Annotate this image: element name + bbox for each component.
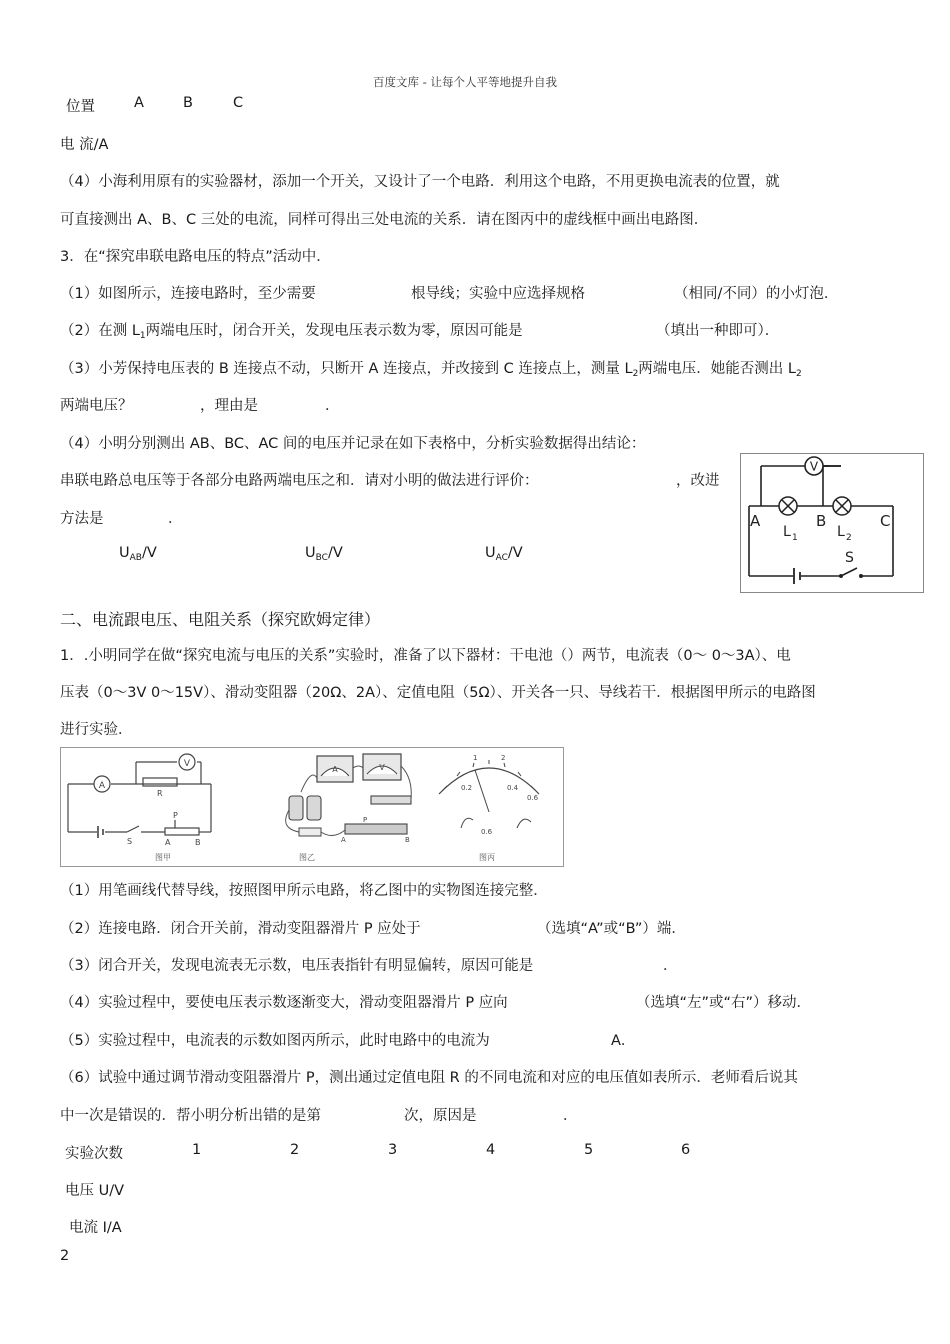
- q3-part2-line: [60, 319, 523, 341]
- s2-sub2-b: （选填“A”或“B”）端．: [537, 921, 686, 937]
- q3-part4: （4）小明分别测出 AB、BC、AC 间的电压并记录在如下表格中，分析实验数据得出结论：: [60, 436, 646, 452]
- q3-part1-b: 根导线；实验中应选择规格: [411, 286, 585, 302]
- trial-3: 3: [388, 1142, 398, 1158]
- s2-sub3-a: （3）闭合开关，发现电流表无示数，电压表指针有明显偏转，原因可能是: [60, 958, 534, 974]
- s2-q1-line1: 1．.小明同学在做“探究电流与电压的关系”实验时，准备了以下器材：干电池（）两节，电流表（0～ 0～3A）、电: [60, 648, 791, 664]
- svg-text:P: P: [363, 816, 368, 824]
- fig-voltmeter-label: V: [183, 759, 191, 769]
- table1-current-label: 电 流/A: [60, 137, 109, 153]
- q3-table-uac: $U_{AC}/V$: [485, 545, 523, 563]
- s2-sub5-b: A．: [611, 1033, 636, 1049]
- q3-table-uab: $U_{AB}/V$: [119, 545, 157, 563]
- svg-text:A: A: [341, 836, 346, 844]
- q3-part2-c: （填出一种即可）．: [656, 323, 780, 339]
- trial-table-header-label: 实验次数: [65, 1146, 123, 1162]
- s2-sub5-a: （5）实验过程中，电流表的示数如图丙所示，此时电路中的电流为: [60, 1033, 490, 1049]
- q3-part2-sub: 1: [139, 331, 146, 341]
- dial-label-0-4: 0.4: [507, 784, 519, 792]
- q3-part3-line2-a: 两端电压？: [60, 398, 133, 414]
- s2-sub4-a: （4）实验过程中，要使电压表示数逐渐变大，滑动变阻器滑片 P 应向: [60, 995, 508, 1011]
- q2-4-line2: 可直接测出 A、B、C 三处的电流，同样可得出三处电流的关系．请在图丙中的虚线框中画出电路图．: [60, 212, 709, 228]
- trial-table-voltage-label: 电压 U/V: [65, 1183, 125, 1199]
- lamp2-label: L: [837, 524, 845, 540]
- fig-switch-label: S: [127, 837, 133, 846]
- dial-label-2: 2: [501, 754, 506, 762]
- table1-position-label: 位置: [66, 99, 95, 115]
- fig-caption-b: 图乙: [299, 853, 315, 862]
- point-a-label: A: [750, 512, 761, 530]
- q3-part3-a: （3）小芳保持电压表的 B 连接点不动，只断开 A 连接点，并改接到 C 连接点上，测量 L: [60, 361, 633, 377]
- fig-ammeter-label: A: [98, 781, 106, 791]
- q2-4-line1: （4）小海利用原有的实验器材，添加一个开关，又设计了一个电路．利用这个电路，不用更换电流表的位置，就: [60, 174, 780, 190]
- svg-text:0.6: 0.6: [481, 828, 493, 836]
- dial-label-1: 1: [473, 754, 478, 762]
- table1-col-a: A: [134, 95, 144, 111]
- svg-text:V: V: [379, 763, 385, 772]
- ohm-law-figure: [60, 747, 564, 867]
- s2-sub6-line1: （6）试验中通过调节滑动变阻器滑片 P，测出通过定值电阻 R 的不同电流和对应的电压值如表所示．老师看后说其: [60, 1070, 798, 1086]
- dial-label-0-6: 0.6: [527, 794, 539, 802]
- s2-sub6-line2-c: ．: [563, 1108, 578, 1124]
- s2-sub4-b: （选填“左”或“右”）移动．: [636, 995, 812, 1011]
- switch-label: S: [845, 550, 854, 566]
- q3-part4-c1: 方法是: [60, 511, 104, 527]
- q3-part1-a: （1）如图所示，连接电路时，至少需要: [60, 286, 316, 302]
- trial-4: 4: [486, 1142, 496, 1158]
- table1-col-b: B: [183, 95, 193, 111]
- series-circuit-figure: [740, 453, 924, 593]
- q3-part3-sub: 2: [632, 369, 639, 379]
- section2-heading: 二、电流跟电压、电阻关系（探究欧姆定律）: [60, 610, 381, 629]
- page-number: 2: [60, 1248, 70, 1264]
- table1-col-c: C: [233, 95, 244, 111]
- lamp1-label: L: [783, 524, 791, 540]
- s2-q1-line3: 进行实验．: [60, 722, 133, 738]
- q3-part1-c: （相同/不同）的小灯泡．: [674, 286, 839, 302]
- fig-resistor-label: R: [157, 789, 163, 798]
- fig-end-b-label: B: [195, 838, 201, 847]
- trial-6: 6: [681, 1142, 691, 1158]
- q3-part3-sub2: 2: [795, 369, 802, 379]
- q3-part2-a: （2）在测 L: [60, 323, 140, 339]
- voltmeter-label: V: [809, 459, 819, 474]
- s2-sub1: （1）用笔画线代替导线，按照图甲所示电路，将乙图中的实物图连接完整．: [60, 883, 548, 899]
- trial-table-current-label: 电流 I/A: [69, 1220, 122, 1236]
- lamp2-sub: 2: [846, 533, 852, 543]
- point-b-label: B: [816, 512, 827, 530]
- q3-part3-line2-b: ，理由是: [200, 398, 258, 414]
- trial-5: 5: [584, 1142, 594, 1158]
- svg-text:B: B: [405, 836, 410, 844]
- q3-part3-line2-c: ．: [325, 398, 340, 414]
- s2-sub6-line2-b: 次，原因是: [404, 1108, 477, 1124]
- s2-sub3-b: ．: [663, 958, 678, 974]
- trial-1: 1: [192, 1142, 202, 1158]
- q3-part4-b1: 串联电路总电压等于各部分电路两端电压之和．请对小明的做法进行评价：: [60, 473, 539, 489]
- q3-part4-c2: ．: [168, 511, 183, 527]
- q3-part4-b2: ，改进: [676, 473, 720, 489]
- fig-caption-a: 图甲: [155, 853, 171, 862]
- q3-title: 3．在“探究串联电路电压的特点”活动中．: [60, 249, 331, 265]
- trial-2: 2: [290, 1142, 300, 1158]
- point-c-label: C: [880, 512, 891, 530]
- s2-sub2-a: （2）连接电路．闭合开关前，滑动变阻器滑片 P 应处于: [60, 921, 421, 937]
- fig-end-a-label: A: [165, 838, 171, 847]
- fig-slider-label: P: [173, 811, 178, 820]
- s2-sub6-line2-a: 中一次是错误的．帮小明分析出错的是第: [60, 1108, 321, 1124]
- q3-table-ubc: $U_{BC}/V$: [305, 545, 343, 563]
- q3-part2-b: 两端电压时，闭合开关，发现电压表示数为零，原因可能是: [145, 323, 523, 339]
- svg-text:A: A: [332, 765, 338, 774]
- lamp1-sub: 1: [792, 533, 798, 543]
- fig-caption-c: 图丙: [479, 853, 495, 862]
- s2-q1-line2: 压表（0～3V 0～15V）、滑动变阻器（20Ω、2A）、定值电阻（5Ω）、开关各一只、导线若干．根据图甲所示的电路图: [60, 685, 816, 701]
- page-header: 百度文库 - 让每个人平等地提升自我: [373, 75, 557, 89]
- q3-part3-b: 两端电压．她能否测出 L: [638, 361, 796, 377]
- dial-label-0-2: 0.2: [461, 784, 473, 792]
- q3-part3-line: [60, 357, 802, 379]
